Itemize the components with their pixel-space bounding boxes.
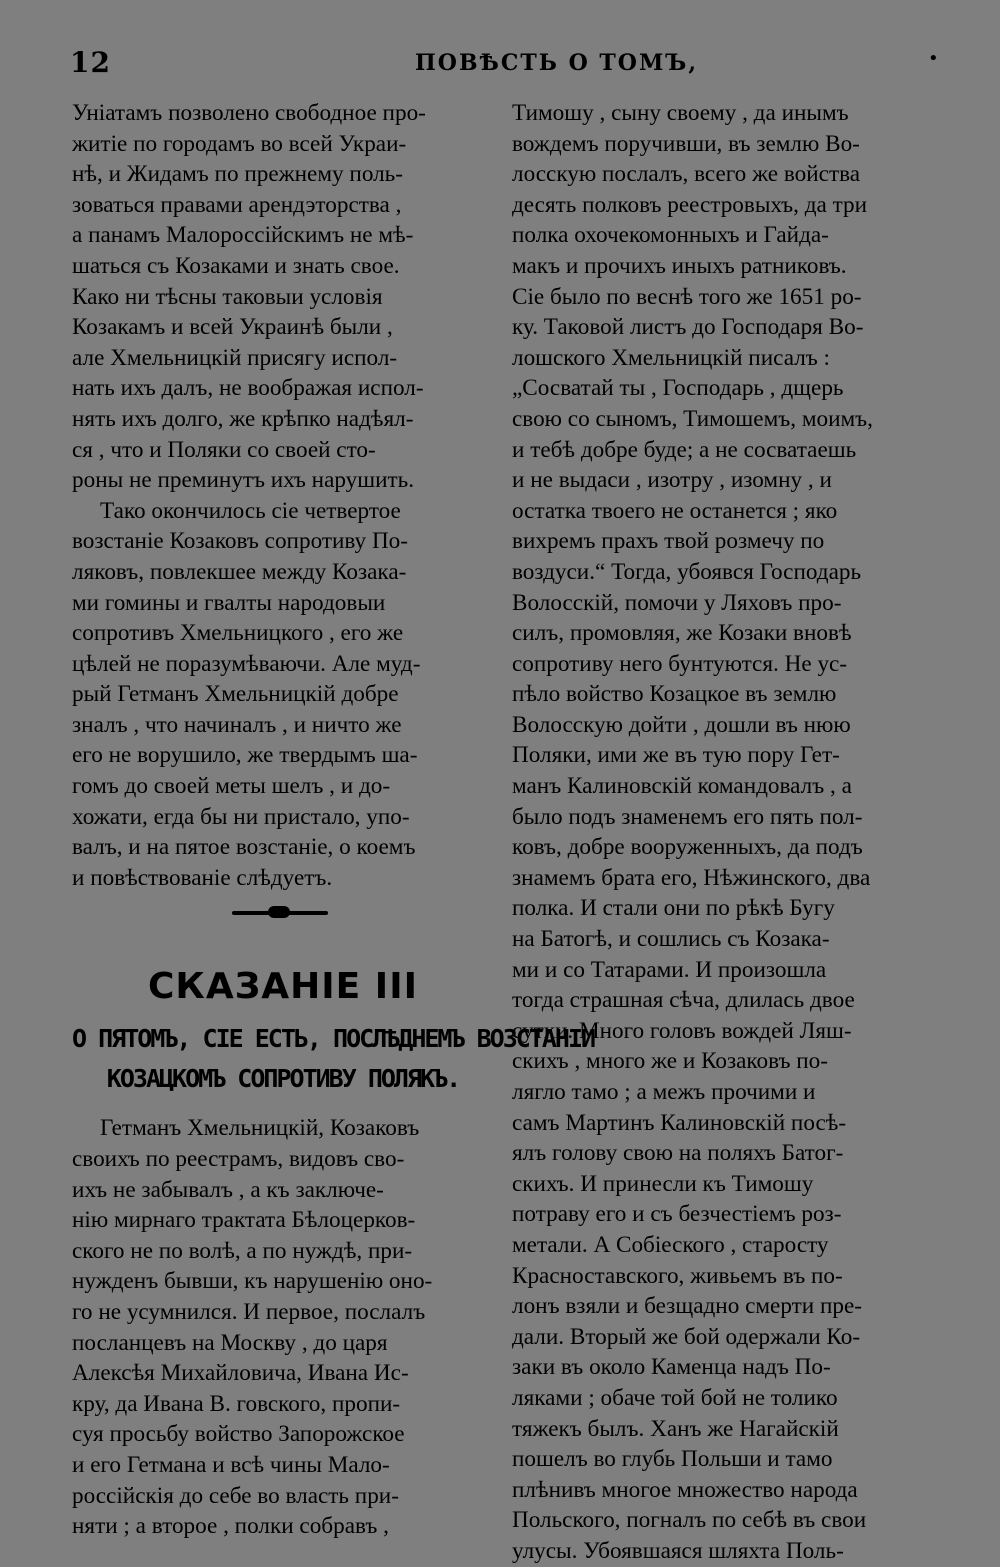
text-line: россійскія до себе во власть при- <box>72 1482 399 1509</box>
text-line: сопротиву него бунтуются. Не ус- <box>512 650 848 677</box>
text-line: го не усумнился. И первое, послалъ <box>72 1299 426 1325</box>
text-line: няти ; а второе , полки собравъ , <box>72 1513 389 1540</box>
text-line: пѣло войство Козацкое въ землю <box>512 681 837 708</box>
text-line: и тебѣ добре буде; а не сосватаешь <box>512 436 857 463</box>
text-line: ми гомины и гвалты народовыи <box>72 589 386 616</box>
text-line: ся , что и Поляки со своей сто- <box>72 436 376 463</box>
paragraph-2 <box>72 496 494 894</box>
text-line: шаться съ Козаками и знать свое. <box>72 252 400 279</box>
text-line: и его Гетмана и всѣ чины Мало- <box>72 1451 390 1478</box>
text-line: Поляки, ими же въ тую пору Гет- <box>512 742 840 769</box>
text-line: Уніатамъ позволено свободное про- <box>72 100 426 126</box>
text-line: а панамъ Малороссійскимъ не мѣ- <box>72 222 414 249</box>
text-line: ку. Таковой листъ до Господаря Во- <box>512 314 864 341</box>
running-head: ПОВѢСТЬ О ТОМЪ, <box>415 50 699 76</box>
text-line: полка охочекомонныхъ и Гайда- <box>512 222 829 249</box>
text-line: валъ, и на пятое возстаніе, о коемъ <box>72 834 416 861</box>
text-line: скихъ , много же и Козаковъ по- <box>512 1048 828 1075</box>
text-line: лосскую послалъ, всего же войства <box>512 161 861 188</box>
text-line: нію мирнаго трактата Бѣлоцерков- <box>72 1207 416 1234</box>
text-line: ялъ голову свою на поляхъ Батог- <box>512 1140 844 1167</box>
text-line: его не ворушило, же твердымъ ша- <box>72 742 418 769</box>
text-line: улусы. Убоявшаяся шляхта Поль- <box>512 1537 844 1564</box>
text-line: Волосскую дойти , дошли въ нюю <box>512 711 851 738</box>
text-line: зналъ , что начиналъ , и ничто же <box>72 711 402 738</box>
text-line: цѣлей не поразумѣваючи. Але муд- <box>72 650 421 677</box>
text-line: рый Гетманъ Хмельницкій добре <box>72 681 399 708</box>
section-title: СКАЗАНІЕ III <box>148 966 418 1008</box>
text-line: было подъ знаменемъ его пять пол- <box>512 803 863 830</box>
text-line: нать ихъ далъ, не воображая испол- <box>72 375 424 402</box>
text-line: нѣ, и Жидамъ по прежнему поль- <box>72 161 403 188</box>
text-line: возстаніе Козаковъ сопротиву По- <box>72 528 409 555</box>
text-line: макъ и прочихъ иныхъ ратниковъ. <box>512 252 847 279</box>
text-line: остатка твоего не останется ; яко <box>512 497 838 524</box>
text-line: заки въ около Каменца надъ По- <box>512 1354 831 1381</box>
text-line: и не выдаси , изотру , изомну , и <box>512 467 832 494</box>
text-line: сутки. Много головъ вождей Ляш- <box>512 1017 852 1044</box>
text-line: Тимошу , сыну своему , да инымъ <box>512 100 849 126</box>
text-line: вождемъ поручивши, въ землю Во- <box>512 130 860 157</box>
text-line: Красноставского, живьемъ въ по- <box>512 1262 843 1289</box>
text-line: ляками ; обаче той бой не толико <box>512 1384 838 1411</box>
text-line: сопротивъ Хмельницкого , его же <box>72 620 404 647</box>
left-column <box>72 98 595 1542</box>
text-line: роны не преминутъ ихъ нарушить. <box>72 467 415 494</box>
text-line: Волосскій, помочи у Ляховъ про- <box>512 589 842 616</box>
text-line: нужденъ бывши, къ нарушенію оно- <box>72 1268 433 1295</box>
text-line: своихъ по реестрамъ, видовъ сво- <box>72 1146 405 1173</box>
text-line: скихъ. И принесли къ Тимошу <box>512 1170 814 1197</box>
text-line: лягло тамо ; а межъ прочими и <box>512 1079 816 1105</box>
section-divider <box>72 893 494 953</box>
page-number: 12 <box>70 46 111 79</box>
text-line: воздуси.“ Тогда, убоявся Господарь <box>512 558 862 585</box>
section-subtitle <box>72 1019 595 1099</box>
text-line: пошелъ во глубь Польши и тамо <box>512 1446 833 1473</box>
text-line: знамемъ брата его, Нѣжинского, два <box>512 864 871 891</box>
text-line: посланцевъ на Москву , до царя <box>72 1329 388 1356</box>
page-header <box>60 46 940 82</box>
text-line: плѣнивъ многое множество народа <box>512 1476 858 1503</box>
divider-ornament <box>268 906 290 918</box>
text-line: кру, да Ивана В. говского, пропи- <box>72 1390 401 1417</box>
text-line: самъ Мартинъ Калиновскій посѣ- <box>512 1109 847 1136</box>
text-line: и повѣствованіе слѣдуетъ. <box>72 864 333 891</box>
text-line: тогда страшная сѣча, длилась двое <box>512 987 855 1014</box>
ink-speck: • <box>928 48 939 69</box>
text-line: десять полковъ реестровыхъ, да три <box>512 191 868 218</box>
text-line: Гетманъ Хмельницкій, Козаковъ <box>100 1115 420 1142</box>
text-line: суя просьбу войство Запорожское <box>72 1421 405 1448</box>
right-column <box>512 98 934 1567</box>
text-line: лошского Хмельницкій писалъ : <box>512 344 831 371</box>
text-line: потраву его и съ безчестіемъ роз- <box>512 1201 842 1228</box>
text-line: метали. А Собіеского , старосту <box>512 1231 829 1258</box>
text-line: ихъ не забывалъ , а къ заключе- <box>72 1176 384 1203</box>
text-line: КОЗАЦКОМЪ СОПРОТИВУ ПОЛЯКЪ. <box>106 1064 460 1094</box>
text-line: манъ Калиновскій командовалъ , а <box>512 773 852 800</box>
text-line: Како ни тѣсны таковыи условія <box>72 283 383 310</box>
text-line: ляковъ, повлекшее между Козака- <box>72 558 407 585</box>
text-line: зоваться правами арендэторства , <box>72 191 402 218</box>
text-line: дали. Вторый же бой одержали Ко- <box>512 1323 861 1350</box>
text-line: тяжекъ былъ. Ханъ же Нагайскій <box>512 1415 839 1442</box>
text-line: Сіе было по веснѣ того же 1651 ро- <box>512 283 862 310</box>
text-line: Польского, погналъ по себѣ въ свои <box>512 1507 867 1534</box>
text-line: Тако окончилось сіе четвертое <box>100 497 401 524</box>
text-line: свою со сыномъ, Тимошемъ, моимъ, <box>512 405 873 432</box>
text-line: ского не по волѣ, а по нуждѣ, при- <box>72 1237 413 1264</box>
text-line: Козакамъ и всей Украинѣ были , <box>72 314 393 341</box>
text-line: „Сосватай ты , Господарь , дщерь <box>512 375 844 402</box>
text-line: лонъ взяли и безщадно смерти пре- <box>512 1293 862 1320</box>
paragraph-3 <box>72 1113 494 1541</box>
text-line: силъ, промовляя, же Козаки вновѣ <box>512 620 852 647</box>
text-line: Алексѣя Михайловича, Ивана Ис- <box>72 1360 409 1387</box>
text-line: полка. И стали они по рѣкѣ Бугу <box>512 895 835 922</box>
text-line: гомъ до своей меты шелъ , и до- <box>72 773 391 800</box>
text-line: вихремъ прахъ твой розмечу по <box>512 528 825 555</box>
text-line: О ПЯТОМЪ, СІЕ ЕСТЬ, ПОСЛѢДНЕМЪ ВОЗСТАНІИ <box>72 1024 595 1054</box>
text-line: хожати, егда бы ни пристало, упо- <box>72 803 410 830</box>
text-line: ковъ, добре вооруженныхъ, да подъ <box>512 834 863 861</box>
text-line: але Хмельницкій присягу испол- <box>72 344 398 371</box>
paragraph-1 <box>72 98 494 496</box>
text-line: ми и со Татарами. И произошла <box>512 956 827 983</box>
text-line: житіе по городамъ во всей Украи- <box>72 130 407 157</box>
text-line: нять ихъ долго, же крѣпко надѣял- <box>72 405 414 432</box>
text-line: на Батогѣ, и сошлись съ Козака- <box>512 926 830 953</box>
